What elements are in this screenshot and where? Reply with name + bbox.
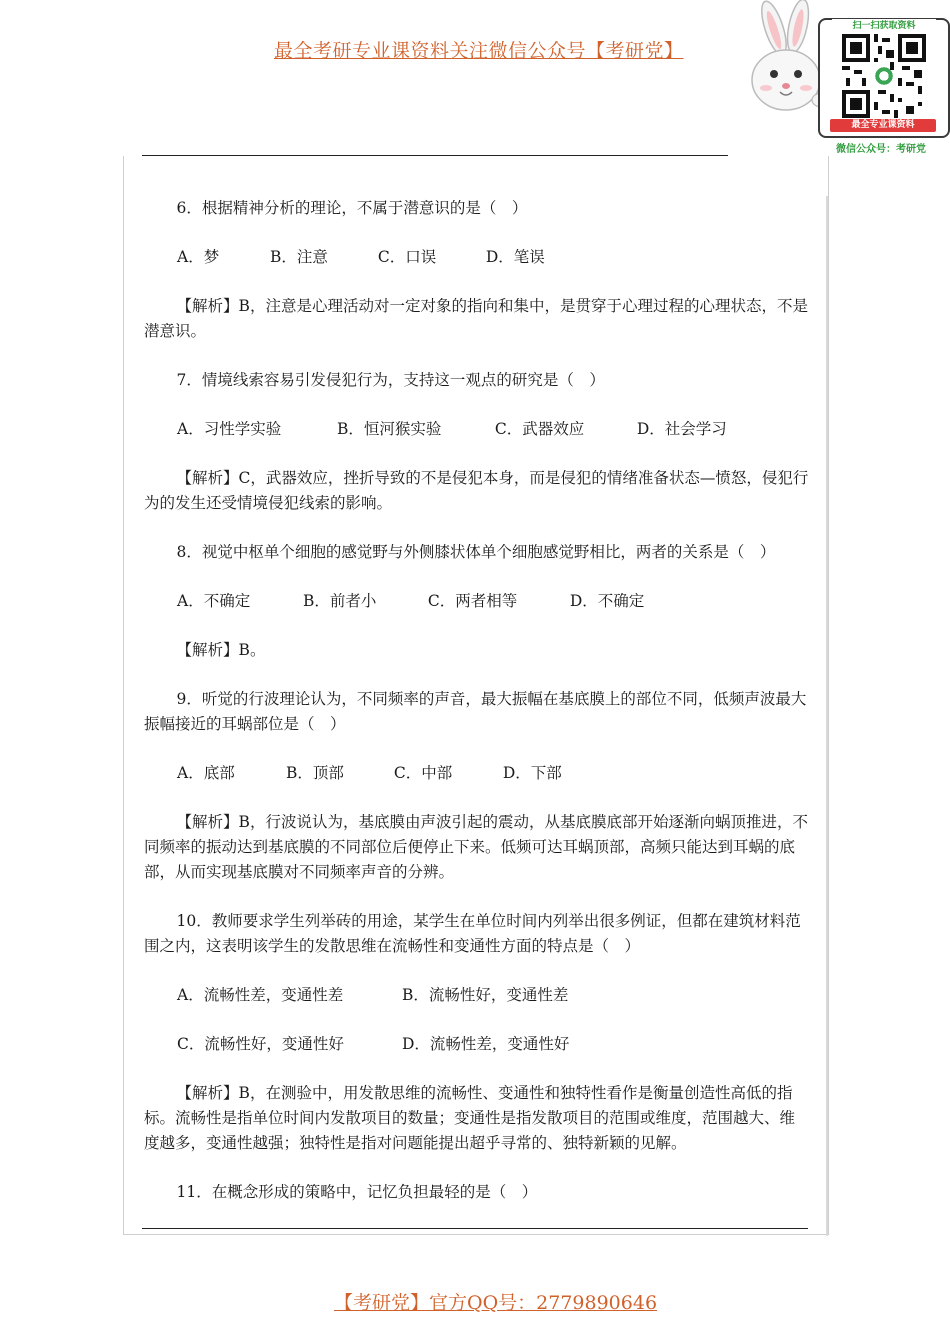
option: D．下部 (502, 764, 562, 782)
option: B．前者小 (302, 592, 377, 610)
answer-analysis: 【解析】B，行波说认为，基底膜由声波引起的震动，从基底膜底部开始逐渐向蜗顶推进，不同频率的振动达到基底膜的不同部位后便停止下来。低频可达耳蜗顶部，高频只能达到耳蜗的底部，从而实现基底膜对不同频率声音的分辨。 (144, 813, 808, 881)
option: D．流畅性差，变通性好 (401, 1035, 570, 1053)
footer-qq-link[interactable]: 【考研党】官方QQ号：2779890646 (334, 1292, 658, 1314)
option: A．习性学实验 (177, 420, 282, 438)
option: C．两者相等 (427, 592, 518, 610)
answer-analysis: 【解析】B，在测验中，用发散思维的流畅性、变通性和独特性看作是衡量创造性高低的指标。流畅性是指单位时间内发散项目的数量；变通性是指发散项目的范围或维度，范围越大、维度越多，变通性越强；独特性是指对问题能提出超乎寻常的、独特新颖的见解。 (144, 1084, 796, 1152)
option: B．注意 (269, 248, 328, 266)
qr-top-label: 扫一扫获取资料 (832, 19, 936, 33)
answer-analysis: 【解析】C，武器效应，挫折导致的不是侵犯本身，而是侵犯的情绪准备状态—愤怒，侵犯行为的发生还受情境侵犯线索的影响。 (144, 469, 809, 512)
option-row (144, 983, 810, 1008)
question-content (144, 196, 810, 1229)
option: B．恒河猴实验 (336, 420, 442, 438)
option: B．流畅性好，变通性差 (401, 986, 569, 1004)
answer-analysis: 【解析】B。 (176, 641, 266, 659)
question-stem: 9．听觉的行波理论认为，不同频率的声音，最大振幅在基底膜上的部位不同，低频声波最大振幅接近的耳蜗部位是（ ） (144, 690, 807, 733)
option: D．不确定 (569, 592, 645, 610)
option-row (144, 417, 810, 442)
question-stem: 10．教师要求学生列举砖的用途，某学生在单位时间内列举出很多例证，但都在建筑材料范围之内，这表明该学生的发散思维在流畅性和变通性方面的特点是（ ） (144, 912, 801, 955)
option: A．底部 (177, 764, 235, 782)
option: C．口误 (377, 248, 437, 266)
option-row (144, 245, 810, 270)
option-row (144, 1032, 810, 1057)
option: D．笔误 (485, 248, 545, 266)
question-stem: 7．情境线索容易引发侵犯行为，支持这一观点的研究是（ ） (176, 371, 605, 389)
option: C．武器效应 (494, 420, 585, 438)
question-stem: 11．在概念形成的策略中，记忆负担最轻的是（ ） (176, 1183, 538, 1201)
option: A．梦 (177, 248, 220, 266)
header-banner-link[interactable]: 最全考研专业课资料关注微信公众号【考研党】 (274, 40, 684, 62)
option: A．流畅性差，变通性差 (177, 986, 344, 1004)
answer-analysis: 【解析】B，注意是心理活动对一定对象的指向和集中，是贯穿于心理过程的心理状态，不是潜意识。 (144, 297, 808, 340)
option-row (144, 761, 810, 786)
qr-caption: 微信公众号：考研党 (836, 144, 926, 155)
question-stem: 6．根据精神分析的理论，不属于潜意识的是（ ） (176, 199, 528, 217)
qr-code-card (818, 18, 950, 138)
page-frame-shadow (826, 196, 828, 1236)
qr-bottom-label: 最全专业课资料 (830, 119, 936, 132)
option: C．流畅性好，变通性好 (177, 1035, 344, 1053)
option: C．中部 (393, 764, 453, 782)
option: B．顶部 (285, 764, 344, 782)
option: D．社会学习 (636, 420, 727, 438)
top-rule-divider (142, 155, 728, 156)
qr-code-icon (842, 34, 926, 118)
option-row (144, 589, 810, 614)
option: A．不确定 (177, 592, 251, 610)
question-stem: 8．视觉中枢单个细胞的感觉野与外侧膝状体单个细胞感觉野相比，两者的关系是（ ） (176, 543, 776, 561)
